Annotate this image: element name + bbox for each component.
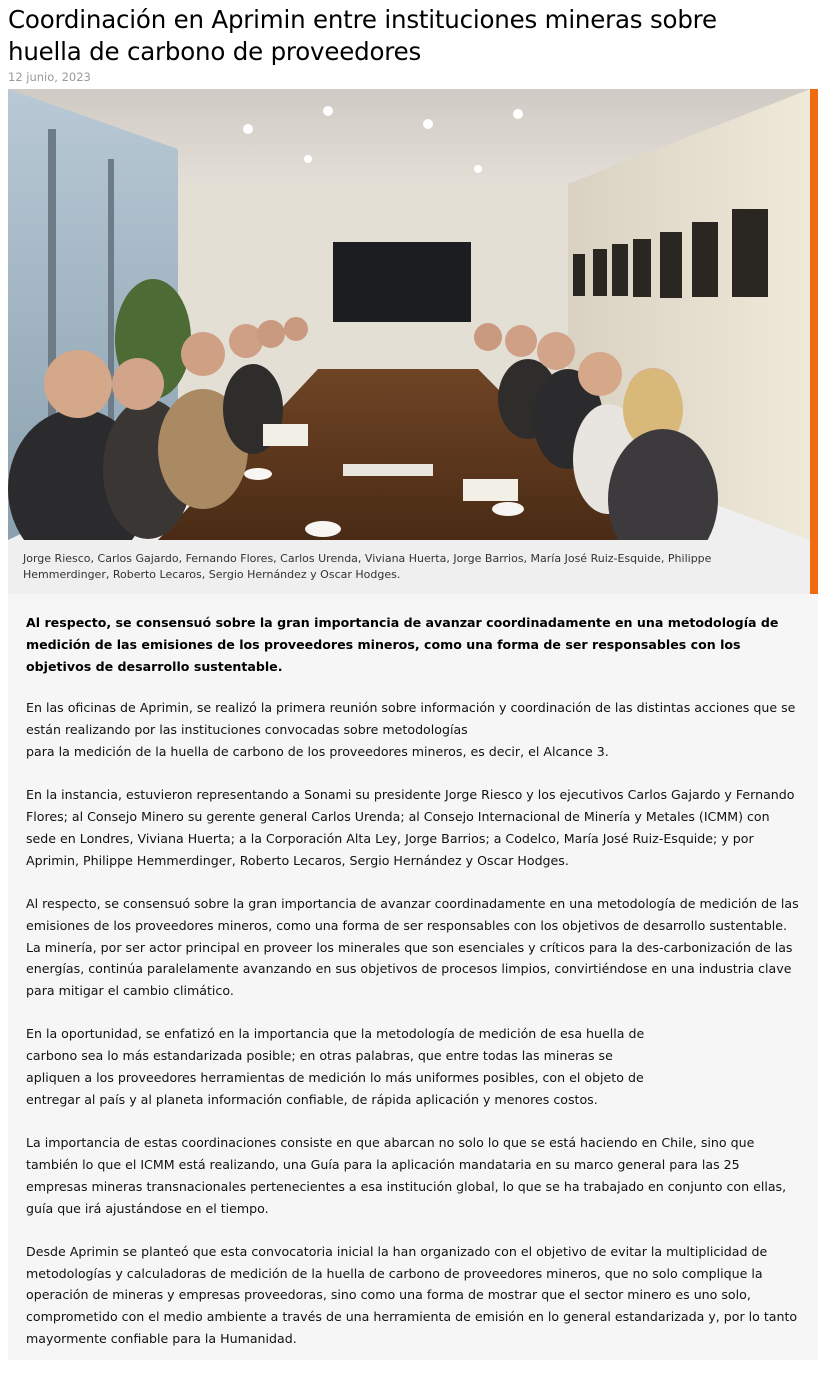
article-title: Coordinación en Aprimin entre instituciones mineras sobre huella de carbono de proveedores [8,5,717,66]
article-figure [8,89,818,594]
accent-bar [810,89,818,594]
paragraph-2: En la instancia, estuvieron representando a Sonami su presidente Jorge Riesco y los ejecutivos Carlos Gajardo y Fernando Flores; al Consejo Minero su gerente general Carlos Urenda; al Consejo Internacional de Minería y Metales (ICMM) con sede en Londres, Viviana Huerta; a la Corporación Alta Ley, Jorge Barrios; a Codelco, María José Ruiz-Esquide; y por Aprimin, Philippe Hemmerdinger, Roberto Lecaros, Sergio Hernández y Oscar Hodges. [26,787,795,868]
paragraph-6: Desde Aprimin se planteó que esta convocatoria inicial la han organizado con el objetivo de evitar la multiplicidad de metodologías y calculadoras de medición de la huella de carbono de proveedores mineros, que no solo complique la operación de mineras y empresas proveedoras, sino como una forma de mostrar que el sector minero es uno solo, comprometido con el medio ambiente a través de una herramienta de emisión en lo general estandarizada y, por lo tanto mayormente confiable para la Humanidad. [26,1243,798,1347]
paragraph-1 [26,697,800,762]
paragraph-1-line-2: para la medición de la huella de carbono de los proveedores mineros, es decir, el Alcance 3. [26,743,609,759]
paragraph-4-line-1: En la oportunidad, se enfatizó en la importancia que la metodología de medición de esa huella de [26,1026,645,1042]
paragraph-4-line-3: apliquen a los proveedores herramientas de medición lo más uniformes posibles, con el objeto de [26,1070,644,1086]
paragraph-4 [26,1023,800,1110]
paragraph-5: La importancia de estas coordinaciones consiste en que abarcan no solo lo que se está haciendo en Chile, sino que también lo que el ICMM está realizando, una Guía para la aplicación mandataria en su marco general para las 25 empresas mineras transnacionales pertenecientes a esa institución global, lo que se ha trabajado en conjunto con ellas, guía que irá ajustándose en el tiempo. [26,1135,787,1216]
paragraph-4-line-2: carbono sea lo más estandarizada posible; en otras palabras, que entre todas las mineras se [26,1048,613,1064]
paragraph-3: Al respecto, se consensuó sobre la gran importancia de avanzar coordinadamente en una metodología de medición de las emisiones de los proveedores mineros, como una forma de ser responsables con los objetivos de desarrollo sustentable. La minería, por ser actor principal en proveer los minerales que son esenciales y críticos para la des-carbonización de las energías, continúa paralelamente avanzando en sus objetivos de procesos limpios, convirtiéndose en una industria clave para mitigar el cambio climático. [26,895,799,999]
meeting-photo-illustration [8,89,810,540]
article-body [8,594,818,1360]
paragraph-4-line-4: entregar al país y al planeta información confiable, de rápida aplicación y menores costos. [26,1091,598,1107]
meeting-photo[interactable] [8,89,810,540]
paragraph-1-line-1: En las oficinas de Aprimin, se realizó la primera reunión sobre información y coordinación de las distintas acciones que se están realizando por las instituciones convocadas sobre metodologías [26,700,796,738]
lead-paragraph: Al respecto, se consensuó sobre la gran importancia de avanzar coordinadamente en una metodología de medición de las emisiones de los proveedores mineros, como una forma de ser responsables con los objetivos de desarrollo sustentable. [26,615,779,674]
photo-caption: Jorge Riesco, Carlos Gajardo, Fernando Flores, Carlos Urenda, Viviana Huerta, Jorge Barrios, María José Ruiz-Esquide, Philippe Hemmerdinger, Roberto Lecaros, Sergio Hernández y Oscar Hodges. [23,552,712,581]
article-date: 12 junio, 2023 [8,70,91,84]
